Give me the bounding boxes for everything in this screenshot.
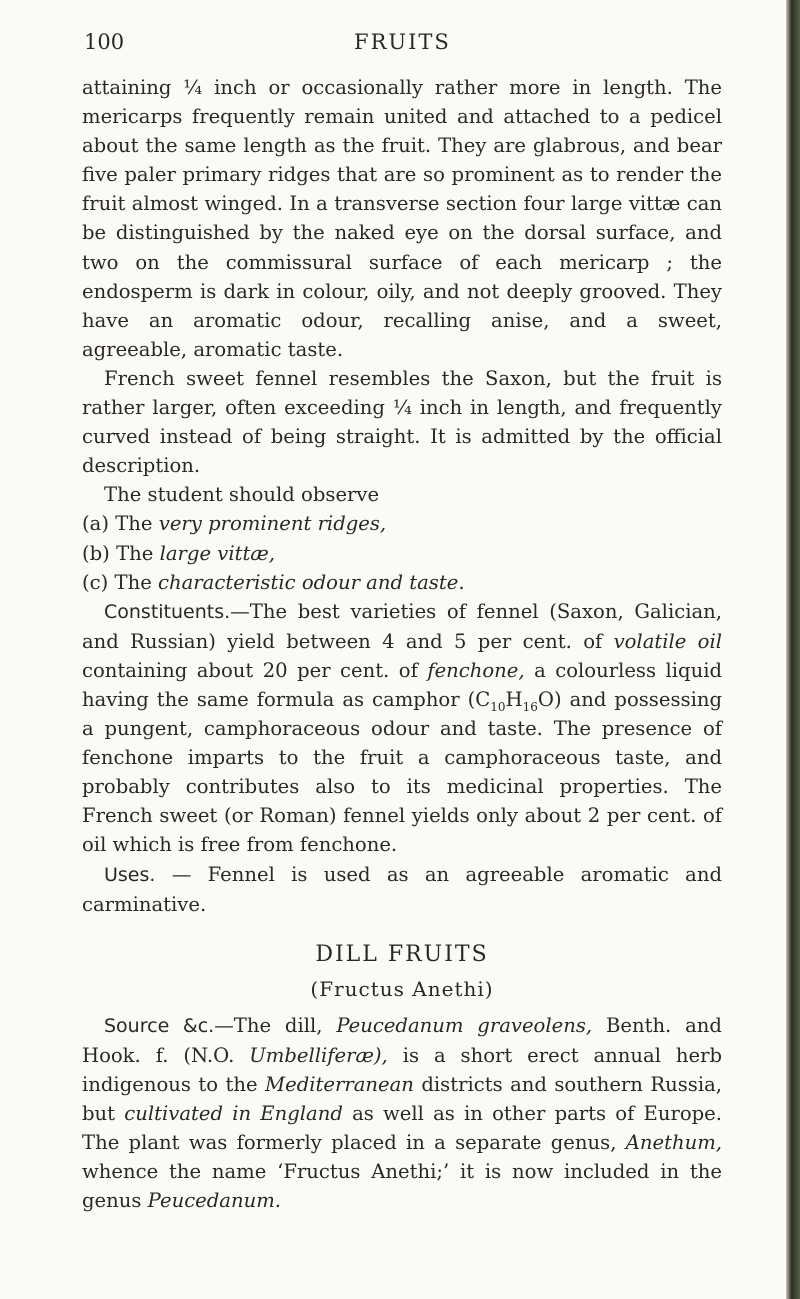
text-run: whence the name ‘Fructus Anethi;’ it is now included in the genus bbox=[82, 1160, 722, 1213]
page-edge-shadow bbox=[786, 0, 800, 1299]
emphasis: Umbelliferæ), bbox=[249, 1043, 388, 1067]
list-marker: (b) bbox=[82, 541, 110, 565]
section-title: DILL FRUITS bbox=[315, 941, 489, 967]
paragraph-uses bbox=[82, 860, 722, 919]
section-subtitle: (Fructus Anethi) bbox=[310, 976, 494, 1001]
emphasis: fenchone, bbox=[427, 658, 525, 682]
text-run: O) and possessing a pungent, camphoraceous odour and taste. The presence of fenchone imparts to the fruit a camphoraceous taste, and probably contributes also to its medicinal properties. The French sweet (or Roman) fennel yields only about 2 per cent. of oil which is free from fenchone. bbox=[82, 687, 723, 857]
list-text: The bbox=[114, 570, 152, 594]
text-run: a colourless liquid having the same formula as camphor (C bbox=[82, 658, 723, 711]
observe-item-a bbox=[82, 509, 722, 538]
list-text: The bbox=[116, 541, 154, 565]
text-run: as well as in other parts of Europe. The plant was formerly placed in a separate genus, bbox=[82, 1102, 722, 1155]
subscript: 16 bbox=[522, 699, 538, 714]
emphasis: Mediterranean bbox=[265, 1072, 414, 1096]
list-marker: (c) bbox=[82, 570, 109, 594]
paragraph-constituents bbox=[82, 597, 722, 860]
running-title: FRUITS bbox=[354, 30, 451, 54]
text-run: H bbox=[505, 687, 523, 711]
paragraph-french-fennel: French sweet fennel resembles the Saxon, but the fruit is rather larger, often exceeding ¼ inch in length, and frequently curved instead of being straight. It is admitted by the official description. bbox=[82, 366, 722, 478]
subscript: 10 bbox=[490, 699, 506, 714]
uses-heading: Uses. bbox=[104, 863, 156, 886]
emphasis: Anethum, bbox=[625, 1131, 723, 1155]
emphasis: Peucedanum graveolens, bbox=[336, 1013, 593, 1037]
list-emphasis: large vittæ, bbox=[159, 541, 276, 565]
list-text: The bbox=[115, 512, 153, 536]
list-marker: (a) bbox=[82, 512, 109, 536]
emphasis: cultivated in England bbox=[124, 1102, 343, 1125]
paragraph-description: attaining ¼ inch or occasionally rather more in length. The mericarps frequently remain united and attached to a pedicel about the same length as the fruit. They are glabrous, and bear five paler primary ridges that are so prominent as to render the fruit almost winged. In a transverse section four large vittæ can be distinguished by the naked eye on the dorsal surface, and two on the commissural surface of each mericarp ; the endosperm is dark in colour, oily, and not deeply grooved. They have an aromatic odour, recalling anise, and a sweet, agreeable, aromatic taste. bbox=[82, 76, 722, 361]
list-emphasis: very prominent ridges, bbox=[158, 512, 387, 536]
observe-item-b bbox=[82, 539, 722, 568]
emphasis: volatile oil bbox=[613, 629, 723, 653]
paragraph-source bbox=[82, 1011, 722, 1216]
observe-item-c bbox=[82, 568, 722, 597]
body-text bbox=[82, 73, 722, 1215]
text-run: Benth. and Hook. f. (N.O. bbox=[82, 1013, 722, 1067]
text-run: is a short erect annual herb indigenous to the bbox=[82, 1043, 723, 1096]
list-emphasis: characteristic odour and taste. bbox=[158, 570, 465, 594]
text-run: —The best varieties of fennel (Saxon, Galician, and Russian) yield between 4 and 5 per cent. of bbox=[82, 599, 722, 653]
text-run: districts and southern Russia, but bbox=[82, 1072, 723, 1125]
page-header bbox=[84, 30, 744, 54]
text-run: — Fennel is used as an agreeable aromatic and carminative. bbox=[82, 862, 722, 916]
text-run: —The dill, bbox=[214, 1013, 323, 1037]
paragraph-observe-intro: The student should observe bbox=[104, 483, 380, 507]
text-run: containing about 20 per cent. of bbox=[82, 658, 418, 682]
emphasis: Peucedanum. bbox=[147, 1189, 282, 1213]
source-heading: Source &c. bbox=[104, 1014, 215, 1037]
constituents-heading: Constituents. bbox=[104, 600, 231, 623]
page-number: 100 bbox=[84, 30, 125, 54]
